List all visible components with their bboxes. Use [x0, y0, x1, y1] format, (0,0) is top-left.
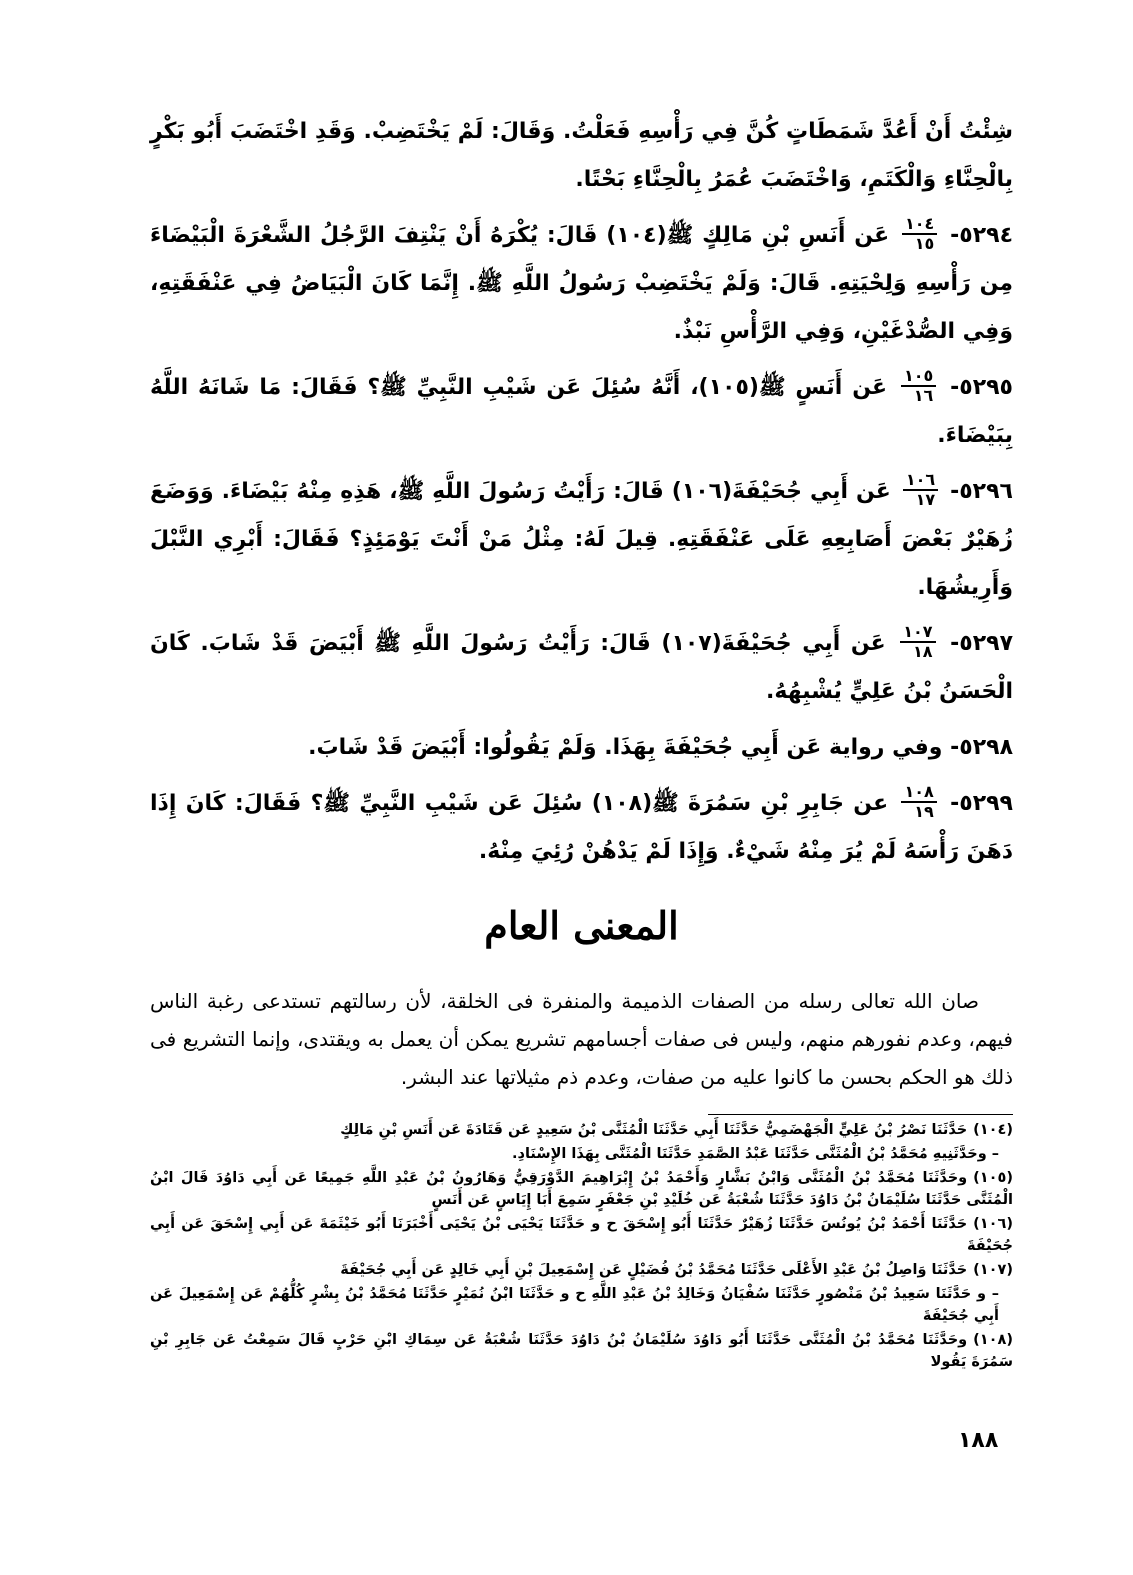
hadith-continuation — [150, 108, 1013, 204]
hadith-number: ٥٢٩٥- — [950, 375, 1013, 400]
hadith-text: عَن أَنَسٍ ﷺ(١٠٥)، أَنَّهُ سُئِلَ عَن شَيْبِ النَّبِيِّ ﷺ؟ فَقَالَ: مَا شَانَهُ اللَّهُ بِبَيْضَاءَ. — [150, 375, 1013, 448]
section-heading: المعنى العام — [484, 903, 679, 948]
footnote-number: (١٠٤) — [973, 1122, 1013, 1138]
hadith-number: ٥٢٩٤- — [950, 223, 1013, 248]
fraction-numerator: ١٠٧ — [900, 623, 935, 643]
footnote-105 — [150, 1167, 1013, 1211]
footnote-number: (١٠٨) — [973, 1332, 1013, 1348]
fraction-denominator: ١٧ — [915, 490, 936, 509]
footnote-number: (١٠٧) — [973, 1262, 1013, 1278]
hadith-fraction — [901, 783, 936, 821]
footnote-number: (١٠٥) — [973, 1170, 1013, 1186]
footnotes — [150, 1119, 1013, 1373]
hadith-text: عَن أَبِي جُحَيْفَةَ(١٠٦) قَالَ: رَأَيْتُ رَسُولَ اللَّهِ ﷺ، هَذِهِ مِنْهُ بَيْضَاءَ. وَوَضَعَ زُهَيْرٌ بَعْضَ أَصَابِعِهِ عَلَى عَنْفَقَتِهِ. قِيلَ لَهُ: مِثْلُ مَنْ أَنْتَ يَوْمَئِذٍ؟ فَقَالَ: أَبْرِي النَّبْلَ وَأَرِيشُهَا. — [150, 479, 1013, 600]
fraction-denominator: ١٩ — [914, 802, 934, 821]
fraction-denominator: ١٥ — [914, 234, 935, 253]
hadith-number: ٥٢٩٧- — [950, 631, 1013, 656]
footnote-text: حَدَّثَنَا نَصْرُ بْنُ عَلِيٍّ الْجَهْضَمِيُّ حَدَّثَنَا أَبِي حَدَّثَنَا الْمُثَنَّى بْنُ سَعِيدٍ عَن قَتَادَةَ عَن أَنَسِ بْنِ مَالِكٍ — [340, 1122, 968, 1138]
fraction-numerator: ١٠٨ — [901, 783, 936, 803]
hadith-fraction — [902, 215, 937, 253]
footnote-104 — [150, 1119, 1013, 1141]
footnote-104-sub: – وحَدَّثَنِيهِ مُحَمَّدُ بْنُ الْمُثَنَّى حَدَّثَنَا عَبْدُ الصَّمَدِ حَدَّثَنَا الْمُثَنَّى بِهَذَا الإِسْنَادِ. — [512, 1146, 999, 1162]
hadith-text: عَن أَنَسِ بْنِ مَالِكٍ ﷺ(١٠٤) قَالَ: يُكْرَهُ أَنْ يَنْتِفَ الرَّجُلُ الشَّعْرَةَ الْبَيْضَاءَ مِن رَأْسِهِ وَلِحْيَتِهِ. قَالَ: وَلَمْ يَخْتَضِبْ رَسُولُ اللَّهِ ﷺ. إِنَّمَا كَانَ الْبَيَاضُ فِي عَنْفَقَتِهِ، وَفِي الصُّدْغَيْنِ، وَفِي الرَّأْسِ نَبْذٌ. — [150, 223, 1013, 344]
hadith-text: وفي رواية عَن أَبِي جُحَيْفَةَ بِهَذَا. وَلَمْ يَقُولُوا: أَبْيَضَ قَدْ شَابَ. — [308, 735, 943, 760]
hadith-5295 — [150, 364, 1013, 460]
fraction-numerator: ١٠٦ — [903, 471, 938, 491]
fraction-denominator: ١٦ — [913, 386, 934, 405]
footnote-106 — [150, 1213, 1013, 1257]
hadith-fraction — [901, 367, 936, 405]
hadith-5298 — [150, 724, 1013, 772]
hadith-text: شِئْتُ أَنْ أَعُدَّ شَمَطَاتٍ كُنَّ فِي رَأْسِهِ فَعَلْتُ. وَقَالَ: لَمْ يَخْتَضِبْ. وَقَدِ اخْتَضَبَ أَبُو بَكْرٍ بِالْحِنَّاءِ وَالْكَتَمِ، وَاخْتَضَبَ عُمَرُ بِالْحِنَّاءِ بَحْتًا. — [150, 119, 1013, 192]
body-paragraph: صان الله تعالى رسله من الصفات الذميمة والمنفرة فى الخلقة، لأن رسالتهم تستدعى رغبة الناس فيهم، وعدم نفورهم منهم، وليس فى صفات أجسامهم تشريع يمكن أن يعمل به ويقتدى، وإنما التشريع فى ذلك هو الحكم بحسن ما كانوا عليه من صفات، وعدم ذم مثيلاتها عند البشر. — [150, 989, 1013, 1089]
hadith-5294 — [150, 212, 1013, 356]
hadith-5297 — [150, 620, 1013, 716]
hadith-text: عَن أَبِي جُحَيْفَةَ(١٠٧) قَالَ: رَأَيْتُ رَسُولَ اللَّهِ ﷺ أَبْيَضَ قَدْ شَابَ. كَانَ الْحَسَنُ بْنُ عَلِيٍّ يُشْبِهُهُ. — [150, 631, 1013, 704]
hadith-5299 — [150, 780, 1013, 876]
hadith-number: ٥٢٩٨- — [950, 735, 1013, 760]
hadith-text: عن جَابِرِ بْنِ سَمُرَةَ ﷺ(١٠٨) سُئِلَ عَن شَيْبِ النَّبِيِّ ﷺ؟ فَقَالَ: كَانَ إِذَا دَهَنَ رَأْسَهُ لَمْ يُرَ مِنْهُ شَيْءٌ. وَإِذَا لَمْ يَدْهُنْ رُئِيَ مِنْهُ. — [150, 791, 1013, 864]
fraction-numerator: ١٠٤ — [902, 215, 937, 235]
hadith-5296 — [150, 468, 1013, 612]
hadith-number: ٥٢٩٦- — [950, 479, 1013, 504]
page-number: ١٨٨ — [958, 1428, 999, 1453]
footnote-108 — [150, 1329, 1013, 1373]
hadith-fraction — [903, 471, 938, 509]
fraction-numerator: ١٠٥ — [901, 367, 936, 387]
footnote-text: وحَدَّثَنَا مُحَمَّدُ بْنُ الْمُثَنَّى وَابْنُ بَشَّارٍ وَأَحْمَدُ بْنُ إِبْرَاهِيمَ الدَّوْرَقِيُّ وَهَارُونُ بْنُ عَبْدِ اللَّهِ جَمِيعًا عَن أَبِي دَاوُدَ قَالَ ابْنُ الْمُثَنَّى حَدَّثَنَا سُلَيْمَانُ بْنُ دَاوُدَ حَدَّثَنَا شُعْبَةُ عَن خُلَيْدِ بْنِ جَعْفَرٍ سَمِعَ أَبَا إِيَاسٍ عَن أَنَسٍ — [150, 1170, 1013, 1208]
document-page — [150, 108, 1013, 1375]
footnote-text: حَدَّثَنَا أَحْمَدُ بْنُ يُونُسَ حَدَّثَنَا زُهَيْرٌ حَدَّثَنَا أَبُو إِسْحَقَ ح و حَدَّثَنَا يَحْيَى بْنُ يَحْيَى أَخْبَرَنَا أَبُو خَيْثَمَةَ عَن أَبِي إِسْحَقَ عَن أَبِي جُحَيْفَةَ — [150, 1216, 1013, 1254]
footnote-107-sub: – و حَدَّثَنَا سَعِيدُ بْنُ مَنْصُورٍ حَدَّثَنَا سُفْيَانُ وَخَالِدُ بْنُ عَبْدِ اللَّهِ ح و حَدَّثَنَا ابْنُ نُمَيْرٍ حَدَّثَنَا مُحَمَّدُ بْنُ بِشْرٍ كُلُّهُمْ عَن إِسْمَعِيلَ عَن أَبِي جُحَيْفَةَ — [150, 1286, 999, 1324]
hadith-fraction — [900, 623, 935, 661]
footnote-text: حَدَّثَنَا وَاصِلُ بْنُ عَبْدِ الأَعْلَى حَدَّثَنَا مُحَمَّدُ بْنُ فُضَيْلٍ عَن إِسْمَعِيلَ بْنِ أَبِي خَالِدٍ عَن أَبِي جُحَيْفَةَ — [340, 1262, 968, 1278]
footnote-text: وحَدَّثَنَا مُحَمَّدُ بْنُ الْمُثَنَّى حَدَّثَنَا أَبُو دَاوُدَ سُلَيْمَانُ بْنُ دَاوُدَ حَدَّثَنَا شُعْبَةُ عَن سِمَاكِ ابْنِ حَرْبٍ قَالَ سَمِعْتُ عَن جَابِرِ بْنِ سَمُرَةَ يَقُولا — [150, 1332, 1013, 1370]
footnote-number: (١٠٦) — [973, 1216, 1013, 1232]
fraction-denominator: ١٨ — [913, 642, 933, 661]
hadith-number: ٥٢٩٩- — [950, 791, 1013, 816]
footnote-separator — [708, 1114, 1013, 1115]
footnote-107 — [150, 1259, 1013, 1281]
